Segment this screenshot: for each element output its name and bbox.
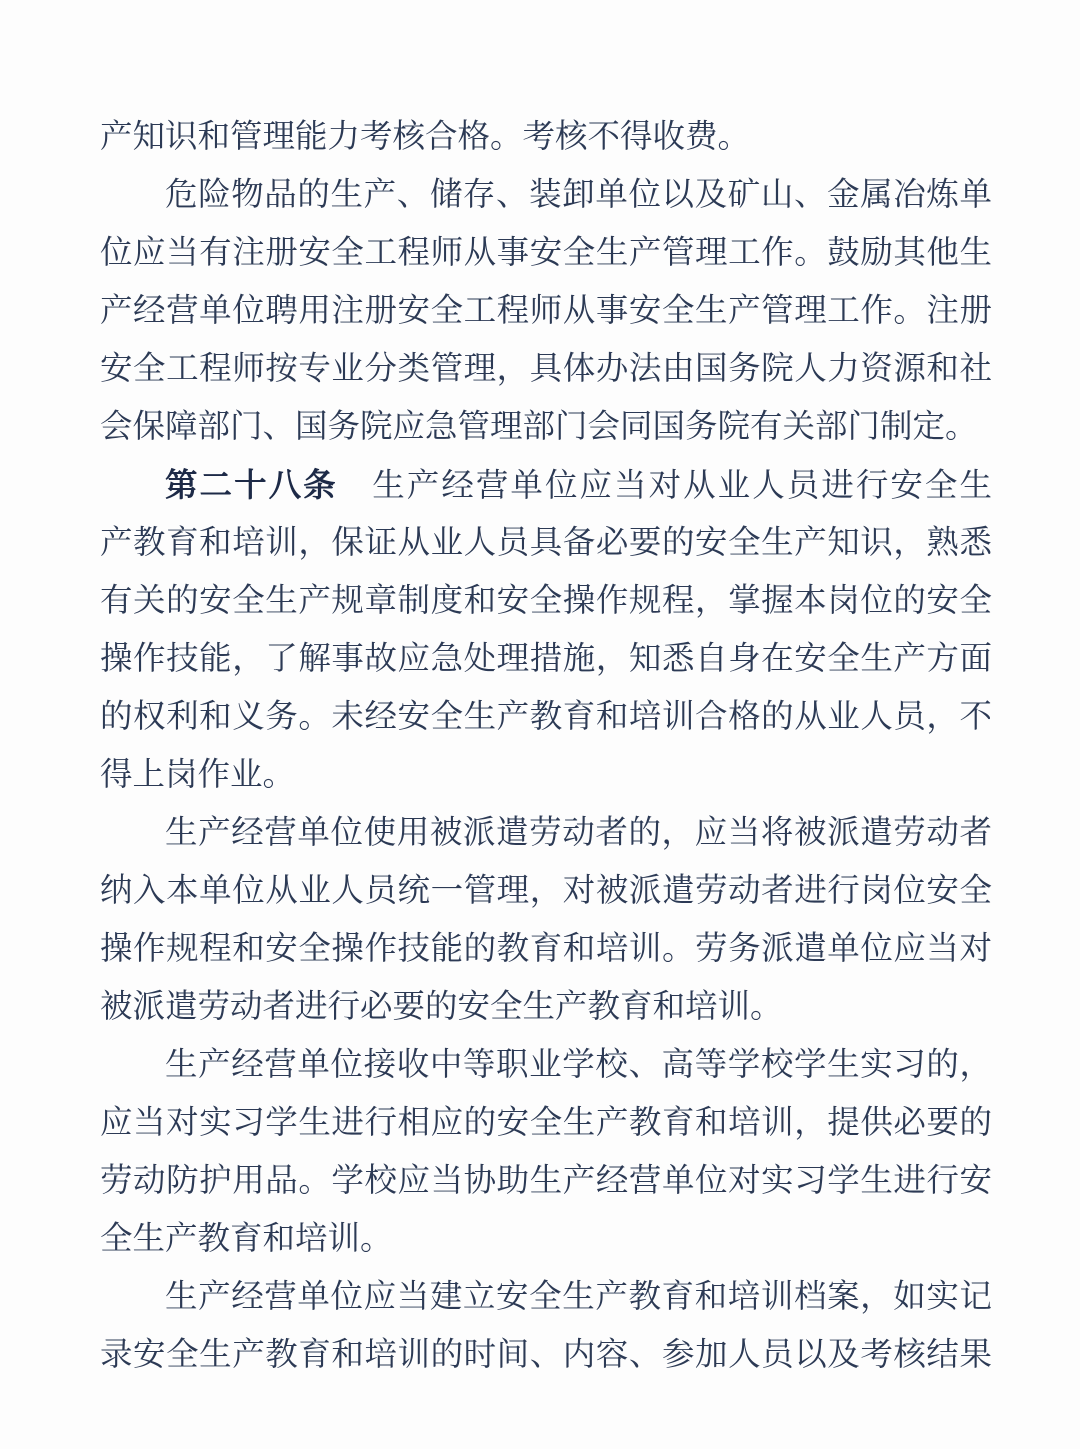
text-line [100, 282, 992, 340]
text-line [100, 630, 992, 688]
text-line [100, 514, 992, 572]
text-line [100, 920, 992, 978]
text-line [100, 1036, 992, 1094]
text-run: 产知识和管理能力考核合格。考核不得收费。 [100, 119, 751, 155]
text-run: 操作规程和安全操作技能的教育和培训。劳务派遣单位应当对 [100, 931, 992, 967]
text-line [100, 340, 992, 398]
text-run: 生产经营单位接收中等职业学校、高等学校学生实习的， [165, 1047, 992, 1083]
text-run: 生产经营单位应当对从业人员进行安全生 [337, 468, 992, 504]
text-line [100, 1268, 992, 1326]
text-run: 纳入本单位从业人员统一管理，对被派遣劳动者进行岗位安全 [100, 873, 992, 909]
text-line [100, 1210, 992, 1268]
text-line [100, 688, 992, 746]
text-run: 录安全生产教育和培训的时间、内容、参加人员以及考核结果 [100, 1337, 992, 1373]
text-run: 产教育和培训，保证从业人员具备必要的安全生产知识，熟悉 [100, 525, 992, 561]
text-line [100, 804, 992, 862]
text-run: 应当对实习学生进行相应的安全生产教育和培训，提供必要的 [100, 1105, 992, 1141]
article-number: 第二十八条 [165, 467, 338, 503]
text-line [100, 1152, 992, 1210]
text-run: 有关的安全生产规章制度和安全操作规程，掌握本岗位的安全 [100, 583, 992, 619]
text-run: 生产经营单位使用被派遣劳动者的，应当将被派遣劳动者 [165, 815, 992, 851]
text-line [100, 398, 992, 456]
text-run: 位应当有注册安全工程师从事安全生产管理工作。鼓励其他生 [100, 235, 992, 271]
text-run: 被派遣劳动者进行必要的安全生产教育和培训。 [100, 989, 783, 1025]
text-line [100, 224, 992, 282]
text-line [100, 108, 992, 166]
text-run: 的权利和义务。未经安全生产教育和培训合格的从业人员，不 [100, 699, 992, 735]
text-run: 会保障部门、国务院应急管理部门会同国务院有关部门制定。 [100, 409, 978, 445]
text-line [100, 572, 992, 630]
text-line [100, 978, 992, 1036]
text-line [100, 166, 992, 224]
text-line [100, 862, 992, 920]
text-run: 危险物品的生产、储存、装卸单位以及矿山、金属冶炼单 [165, 177, 992, 213]
text-run: 产经营单位聘用注册安全工程师从事安全生产管理工作。注册 [100, 293, 992, 329]
text-line [100, 456, 992, 514]
text-run: 安全工程师按专业分类管理，具体办法由国务院人力资源和社 [100, 351, 992, 387]
text-run: 生产经营单位应当建立安全生产教育和培训档案，如实记 [165, 1279, 992, 1315]
text-line [100, 1094, 992, 1152]
text-run: 劳动防护用品。学校应当协助生产经营单位对实习学生进行安 [100, 1163, 992, 1199]
text-run: 操作技能，了解事故应急处理措施，知悉自身在安全生产方面 [100, 641, 992, 677]
text-line [100, 1326, 992, 1384]
text-run: 得上岗作业。 [100, 757, 296, 793]
document-text-block [100, 108, 992, 1384]
text-line [100, 746, 992, 804]
text-run: 全生产教育和培训。 [100, 1221, 393, 1257]
